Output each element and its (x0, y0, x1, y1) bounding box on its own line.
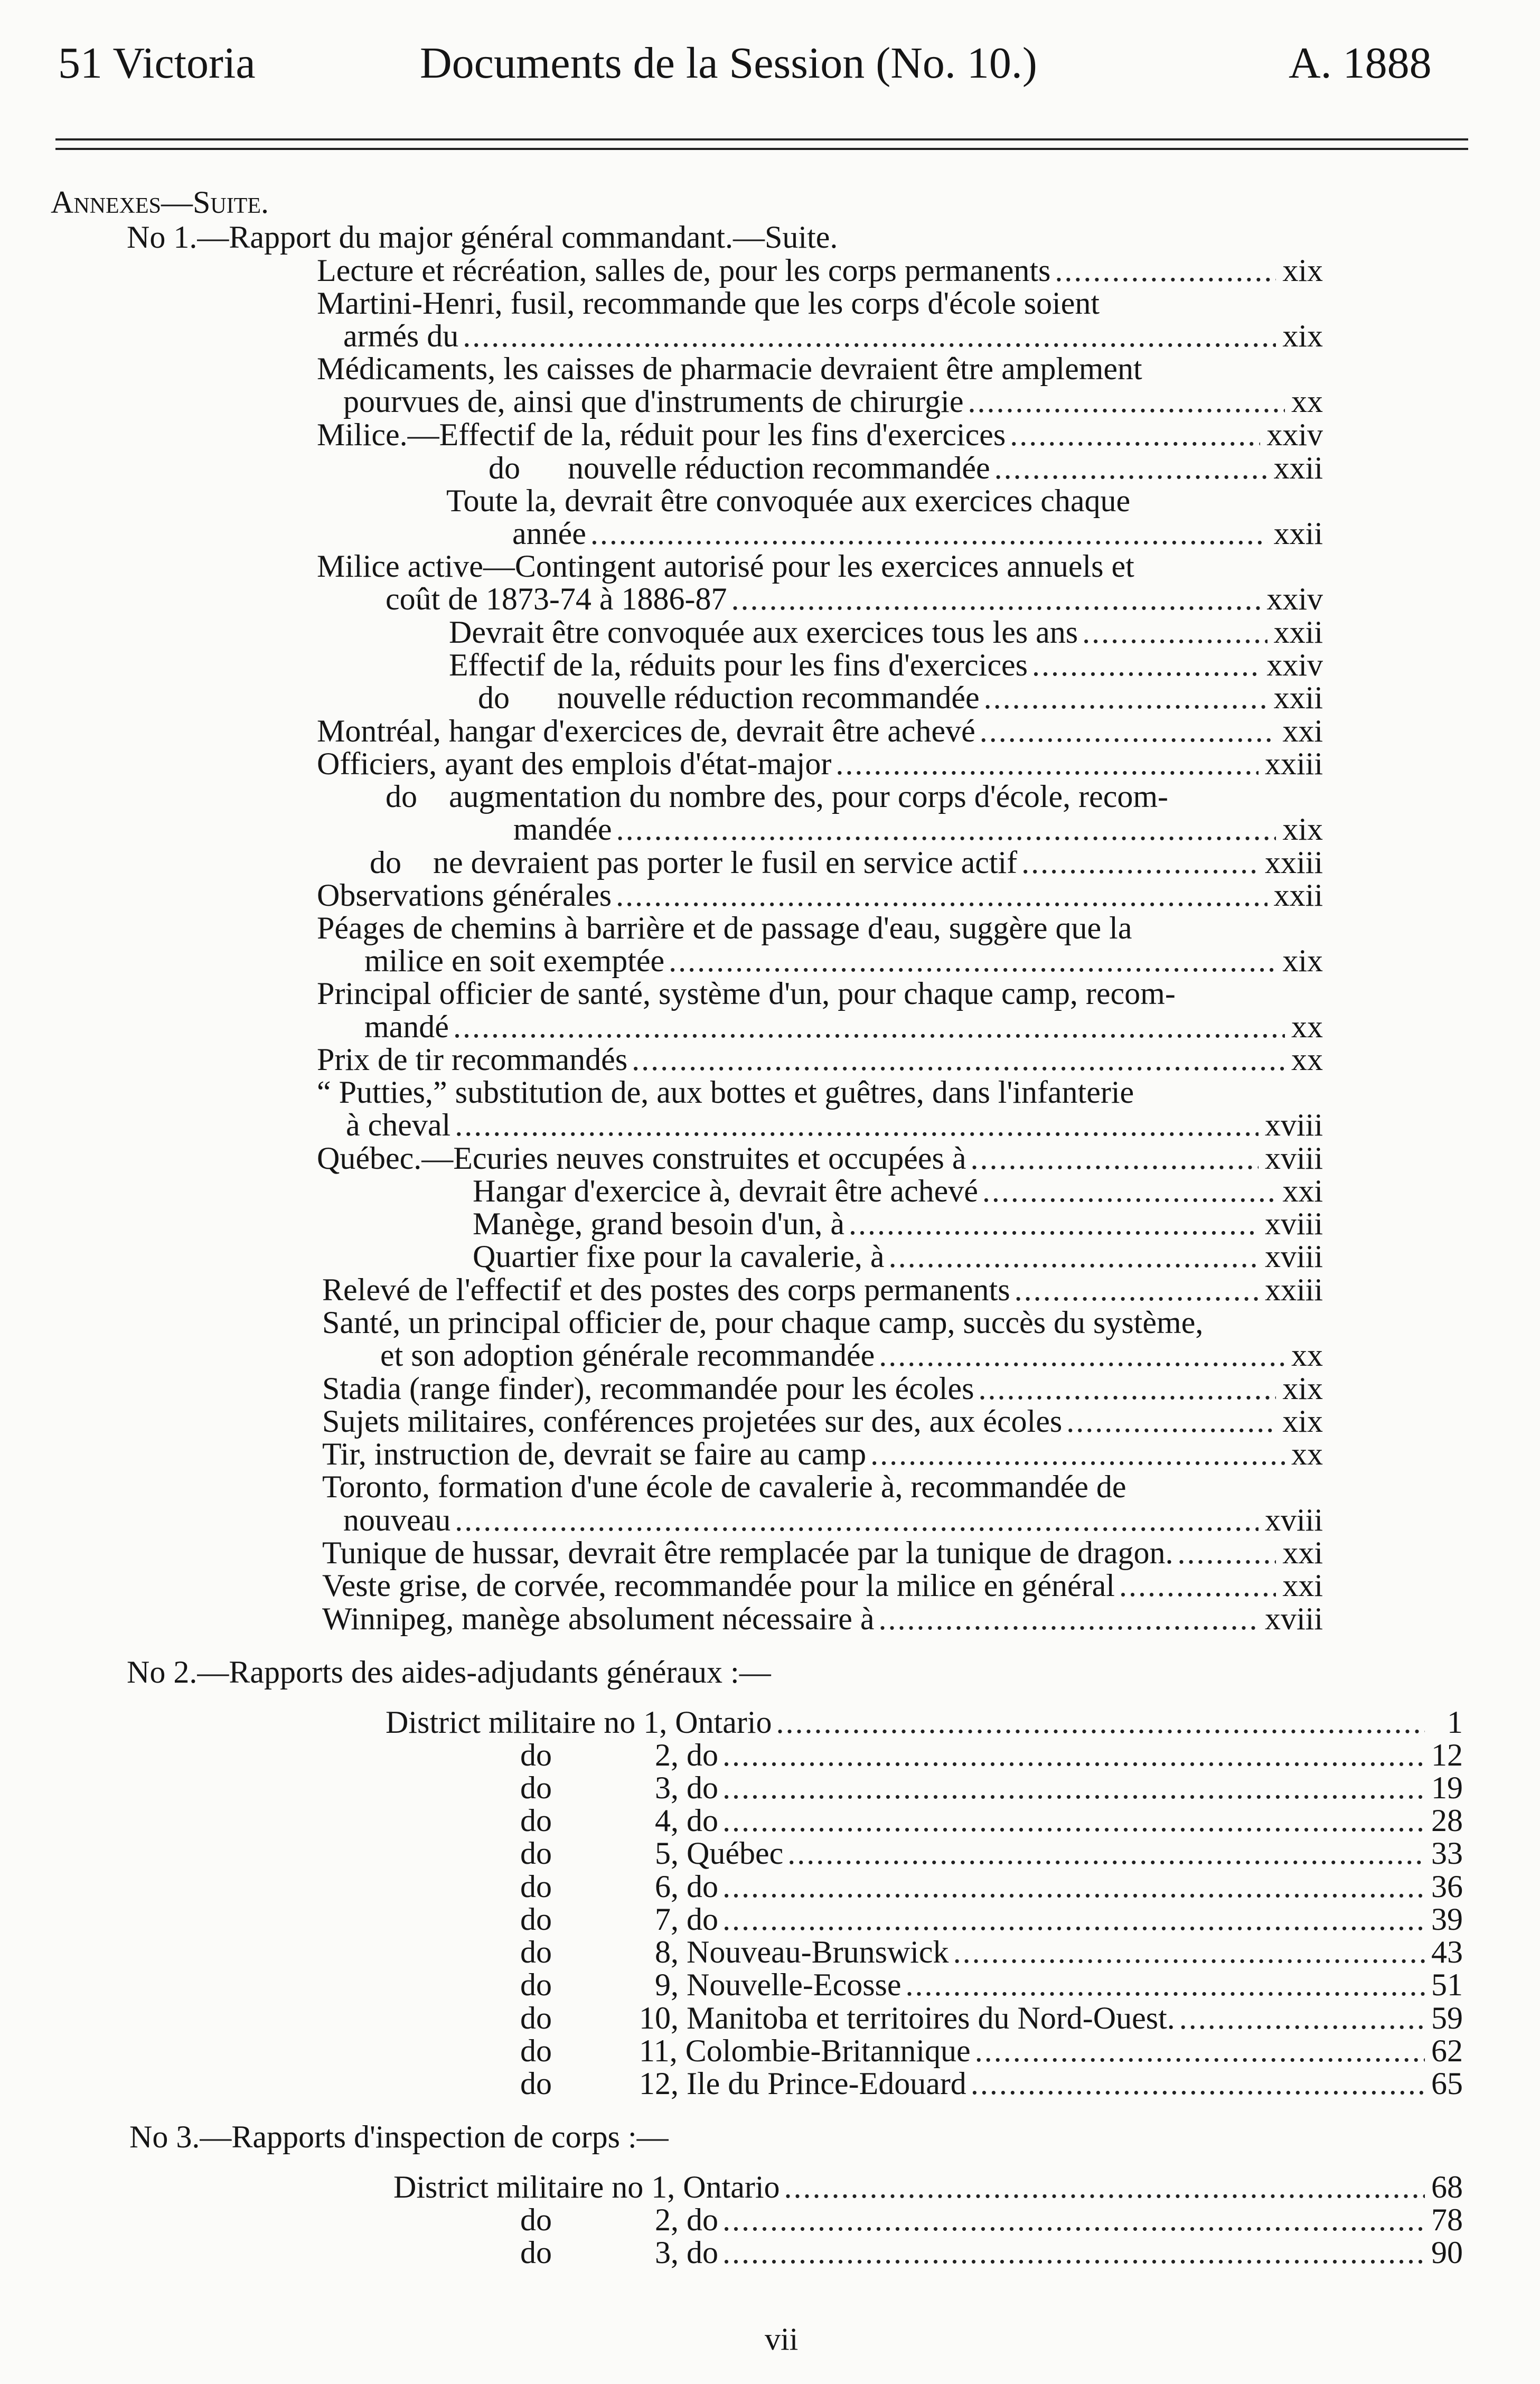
index-entry (478, 681, 1323, 714)
dot-leader (879, 1339, 1285, 1372)
entry-page: 59 (1431, 2001, 1463, 2035)
entry-page: xxiv (1266, 417, 1323, 452)
index-entry (317, 879, 1323, 912)
index-entry (317, 1142, 1323, 1175)
entry-page: 12 (1431, 1738, 1463, 1772)
entry-text: Lecture et récréation, salles de, pour les corps permanents (317, 253, 1051, 288)
entry-page: xx (1291, 1437, 1323, 1471)
entry-page: xx (1291, 1338, 1323, 1373)
entry-text: Observations générales (317, 878, 612, 913)
entry-text: Milice active—Contingent autorisé pour les exercices annuels et (317, 549, 1134, 584)
entry-text: Médicaments, les caisses de pharmacie devraient être amplement (317, 351, 1142, 386)
dot-leader (463, 320, 1276, 352)
entry-page: xviii (1264, 1503, 1323, 1537)
entry-text: do 3, do (520, 1770, 718, 1805)
entry-text: do 11, Colombie-Britannique (520, 2033, 971, 2068)
index-entry (322, 1306, 1323, 1339)
entry-text: do nouvelle réduction recommandée (478, 680, 980, 715)
index-entry (322, 1438, 1323, 1470)
entry-text: No 2.—Rapports des aides-adjudants généraux :— (127, 1655, 771, 1690)
index-entry (370, 846, 1323, 879)
entry-page: xxiii (1264, 845, 1323, 880)
entry-page: xviii (1264, 1601, 1323, 1636)
dot-leader (982, 1175, 1276, 1207)
entry-text: armés du (343, 318, 459, 353)
entry-text: do 10, Manitoba et territoires du Nord-Ouest. (520, 2001, 1175, 2035)
index-entry (520, 1936, 1463, 1968)
entry-text: Toute la, devrait être convoquée aux exercices chaque (446, 483, 1131, 518)
index-entry (520, 1903, 1463, 1936)
index-entry (473, 1175, 1323, 1207)
index-entry (512, 517, 1323, 550)
entry-text: Relevé de l'effectif et des postes des corps permanents (322, 1272, 1010, 1307)
entry-text: District militaire no 1, Ontario (386, 1705, 772, 1740)
index-entry (317, 747, 1323, 780)
header-center: Documents de la Session (No. 10.) (420, 39, 1037, 88)
index-entry (317, 287, 1323, 320)
dot-leader (590, 517, 1267, 550)
dot-leader (722, 1903, 1425, 1936)
index-entry (520, 1804, 1463, 1837)
index-entry (449, 649, 1323, 681)
dot-leader (669, 944, 1276, 977)
entry-text: Quartier fixe pour la cavalerie, à (473, 1239, 885, 1274)
dot-leader (722, 1870, 1425, 1903)
entry-text: Stadia (range finder), recommandée pour les écoles (322, 1371, 974, 1406)
index-entry (322, 1602, 1323, 1635)
entry-text: Hangar d'exercice à, devrait être achevé (473, 1174, 978, 1208)
dot-leader (1010, 418, 1260, 451)
index-entry (317, 1076, 1323, 1109)
entry-page: 62 (1431, 2033, 1463, 2068)
index-entry (317, 352, 1323, 385)
entry-text: Tunique de hussar, devrait être remplacée par la tunique de dragon. (322, 1535, 1173, 1570)
entry-page: xxi (1282, 1535, 1323, 1570)
entry-page: 90 (1431, 2235, 1463, 2270)
entry-text: Principal officier de santé, système d'un, pour chaque camp, recom- (317, 976, 1176, 1011)
entry-text: Toronto, formation d'une école de cavalerie à, recommandée de (322, 1469, 1126, 1504)
entry-text: “ Putties,” substitution de, aux bottes et guêtres, dans l'infanterie (317, 1075, 1134, 1110)
entry-page: 19 (1431, 1770, 1463, 1805)
dot-leader (994, 452, 1267, 484)
index-entry (317, 550, 1323, 583)
entry-text: do 7, do (520, 1902, 718, 1937)
entry-page: xix (1282, 318, 1323, 353)
index-entry (393, 2171, 1463, 2203)
dot-leader (1177, 1536, 1276, 1569)
index-entry (127, 1656, 951, 1688)
index-entry (322, 1372, 1323, 1405)
entry-page: 39 (1431, 1902, 1463, 1937)
index-entry (386, 583, 1323, 615)
entry-text: coût de 1873-74 à 1886-87 (386, 581, 727, 616)
index-entry (520, 2002, 1463, 2034)
entry-text: Péages de chemins à barrière et de passage d'eau, suggère que la (317, 911, 1132, 945)
entry-text: et son adoption générale recommandée (380, 1338, 875, 1373)
entry-text: do nouvelle réduction recommandée (489, 450, 990, 485)
entry-text: do 12, Ile du Prince-Edouard (520, 2066, 966, 2101)
index-entry (317, 977, 1323, 1010)
dot-leader (776, 1706, 1425, 1739)
index-entry (317, 912, 1323, 944)
dot-leader (722, 2236, 1425, 2269)
dot-leader (455, 1109, 1259, 1141)
entry-page: xxi (1282, 714, 1323, 748)
entry-page: xviii (1264, 1141, 1323, 1176)
dot-leader (889, 1240, 1259, 1273)
entry-page: xx (1291, 384, 1323, 419)
entry-page: xx (1291, 1009, 1323, 1044)
dot-leader (971, 2067, 1425, 2100)
index-entry (520, 1968, 1463, 2001)
dot-leader (787, 1837, 1425, 1870)
index-entry (520, 1771, 1463, 1804)
entry-page: xxiii (1264, 1272, 1323, 1307)
index-entry (343, 320, 1323, 352)
entry-text: Tir, instruction de, devrait se faire au camp (322, 1437, 867, 1471)
header-rule-top (55, 138, 1468, 140)
index-entry (446, 484, 1323, 517)
dot-leader (455, 1504, 1259, 1536)
entry-text: Devrait être convoquée aux exercices tous les ans (449, 615, 1078, 650)
dot-leader (1032, 649, 1260, 681)
dot-leader (722, 1771, 1425, 1804)
entry-page: xix (1282, 253, 1323, 288)
entry-page: xix (1282, 1371, 1323, 1406)
entry-page: xix (1282, 1404, 1323, 1439)
entry-text: à cheval (346, 1107, 451, 1142)
entry-page: 68 (1431, 2170, 1463, 2204)
entry-page: xviii (1264, 1206, 1323, 1241)
entry-page: 78 (1431, 2202, 1463, 2237)
entry-text: Officiers, ayant des emplois d'état-major (317, 746, 832, 781)
index-entry (520, 2236, 1463, 2269)
dot-leader (722, 1739, 1425, 1771)
dot-leader (616, 879, 1267, 912)
dot-leader (632, 1043, 1285, 1076)
index-entry (343, 1504, 1323, 1536)
index-entry (317, 254, 1323, 287)
index-entry (346, 1109, 1323, 1141)
entry-page: xxii (1273, 450, 1323, 485)
index-entry (449, 616, 1323, 649)
dot-leader (968, 385, 1285, 418)
entry-text: do augmentation du nombre des, pour corps d'école, recom- (386, 779, 1169, 814)
entry-text: Manège, grand besoin d'un, à (473, 1206, 844, 1241)
dot-leader (1066, 1405, 1276, 1438)
dot-leader (1055, 254, 1276, 287)
index-entry (364, 1010, 1323, 1043)
entry-text: District militaire no 1, Ontario (393, 2170, 780, 2204)
entry-page: xxiii (1264, 746, 1323, 781)
entry-text: mandé (364, 1009, 449, 1044)
entry-page: xviii (1264, 1239, 1323, 1274)
entry-text: nouveau (343, 1503, 451, 1537)
index-entry (520, 1837, 1463, 1870)
entry-text: No 3.—Rapports d'inspection de corps :— (129, 2119, 669, 2154)
entry-text: Martini-Henri, fusil, recommande que les corps d'école soient (317, 286, 1100, 321)
dot-leader (1082, 616, 1267, 649)
dot-leader (616, 813, 1276, 846)
dot-leader (784, 2171, 1425, 2203)
entry-text: Sujets militaires, conférences projetées sur des, aux écoles (322, 1404, 1063, 1439)
entry-text: pourvues de, ainsi que d'instruments de chirurgie (343, 384, 964, 419)
index-entry (473, 1207, 1323, 1240)
entry-page: xix (1282, 943, 1323, 978)
dot-leader (849, 1207, 1259, 1240)
section-title: Annexes—Suite. (51, 185, 269, 220)
entry-text: Milice.—Effectif de la, réduit pour les fins d'exercices (317, 417, 1006, 452)
entry-page: 33 (1431, 1836, 1463, 1871)
entry-page: xxi (1282, 1568, 1323, 1603)
header-right: A. 1888 (1289, 39, 1432, 88)
dot-leader (1119, 1569, 1276, 1602)
index-entry (317, 418, 1323, 451)
dot-leader (1179, 2002, 1425, 2034)
index-entry (322, 1273, 1323, 1306)
header-left: 51 Victoria (58, 39, 256, 88)
dot-leader (1015, 1273, 1259, 1306)
entry-page: xxii (1273, 615, 1323, 650)
entry-text: Effectif de la, réduits pour les fins d'exercices (449, 647, 1028, 682)
page-number: vii (765, 2322, 799, 2357)
entry-page: xviii (1264, 1107, 1323, 1142)
entry-page: xxi (1282, 1174, 1323, 1208)
entry-text: do 2, do (520, 2202, 718, 2237)
entry-text: No 1.—Rapport du major général commandant.—Suite. (127, 220, 838, 255)
entry-page: 43 (1431, 1935, 1463, 1969)
dot-leader (953, 1936, 1425, 1968)
index-entry (322, 1405, 1323, 1438)
entry-text: milice en soit exemptée (364, 943, 665, 978)
index-entry (520, 2203, 1463, 2236)
entry-page: 36 (1431, 1869, 1463, 1904)
entry-text: Montréal, hangar d'exercices de, devrait être achevé (317, 714, 975, 748)
dot-leader (722, 2203, 1425, 2236)
dot-leader (722, 1804, 1425, 1837)
entry-page: 1 (1447, 1705, 1463, 1740)
index-entry (317, 1043, 1323, 1076)
entry-page: xxii (1273, 516, 1323, 551)
index-entry (127, 221, 951, 254)
index-entry (520, 2067, 1463, 2100)
entry-page: xxii (1273, 878, 1323, 913)
index-entry (322, 1569, 1323, 1602)
entry-page: xx (1291, 1042, 1323, 1077)
entry-text: année (512, 516, 586, 551)
index-entry (322, 1470, 1323, 1503)
dot-leader (879, 1602, 1259, 1635)
index-entry (317, 715, 1323, 747)
entry-page: xxiv (1266, 647, 1323, 682)
entry-page: 51 (1431, 1967, 1463, 2002)
index-entry (489, 452, 1323, 484)
entry-page: xxii (1273, 680, 1323, 715)
index-entry (473, 1240, 1323, 1273)
index-entry (386, 1706, 1463, 1739)
entry-text: do 4, do (520, 1803, 718, 1838)
entry-text: Winnipeg, manège absolument nécessaire à (322, 1601, 875, 1636)
dot-leader (906, 1968, 1425, 2001)
entry-text: do 6, do (520, 1869, 718, 1904)
entry-text: Prix de tir recommandés (317, 1042, 628, 1077)
entry-text: do 3, do (520, 2235, 718, 2270)
entry-page: 28 (1431, 1803, 1463, 1838)
entry-text: Veste grise, de corvée, recommandée pour la milice en général (322, 1568, 1115, 1603)
index-entry (343, 385, 1323, 418)
entry-page: 65 (1431, 2066, 1463, 2101)
dot-leader (731, 583, 1261, 615)
entry-text: do 8, Nouveau-Brunswick (520, 1935, 949, 1969)
index-entry (380, 1339, 1323, 1372)
entry-page: xxiv (1266, 581, 1323, 616)
entry-text: mandée (513, 812, 612, 847)
dot-leader (978, 1372, 1276, 1405)
dot-leader (453, 1010, 1285, 1043)
dot-leader (984, 681, 1267, 714)
entry-text: Santé, un principal officier de, pour chaque camp, succès du système, (322, 1305, 1204, 1340)
index-entry (520, 1739, 1463, 1771)
dot-leader (1021, 846, 1259, 879)
dot-leader (971, 1142, 1259, 1175)
entry-text: do ne devraient pas porter le fusil en service actif (370, 845, 1018, 880)
entry-text: do 5, Québec (520, 1836, 784, 1871)
index-entry (520, 2034, 1463, 2067)
index-entry (520, 1870, 1463, 1903)
dot-leader (835, 747, 1259, 780)
index-entry (386, 780, 1323, 813)
index-entry (364, 944, 1323, 977)
index-entry (129, 2120, 951, 2153)
dot-leader (975, 2034, 1425, 2067)
dot-leader (870, 1438, 1285, 1470)
entry-text: do 9, Nouvelle-Ecosse (520, 1967, 902, 2002)
entry-page: xix (1282, 812, 1323, 847)
entry-text: Québec.—Ecuries neuves construites et occupées à (317, 1141, 966, 1176)
header-rule-bottom (55, 148, 1468, 150)
index-entry (322, 1536, 1323, 1569)
index-entry (513, 813, 1323, 846)
entry-text: do 2, do (520, 1738, 718, 1772)
dot-leader (980, 715, 1276, 747)
